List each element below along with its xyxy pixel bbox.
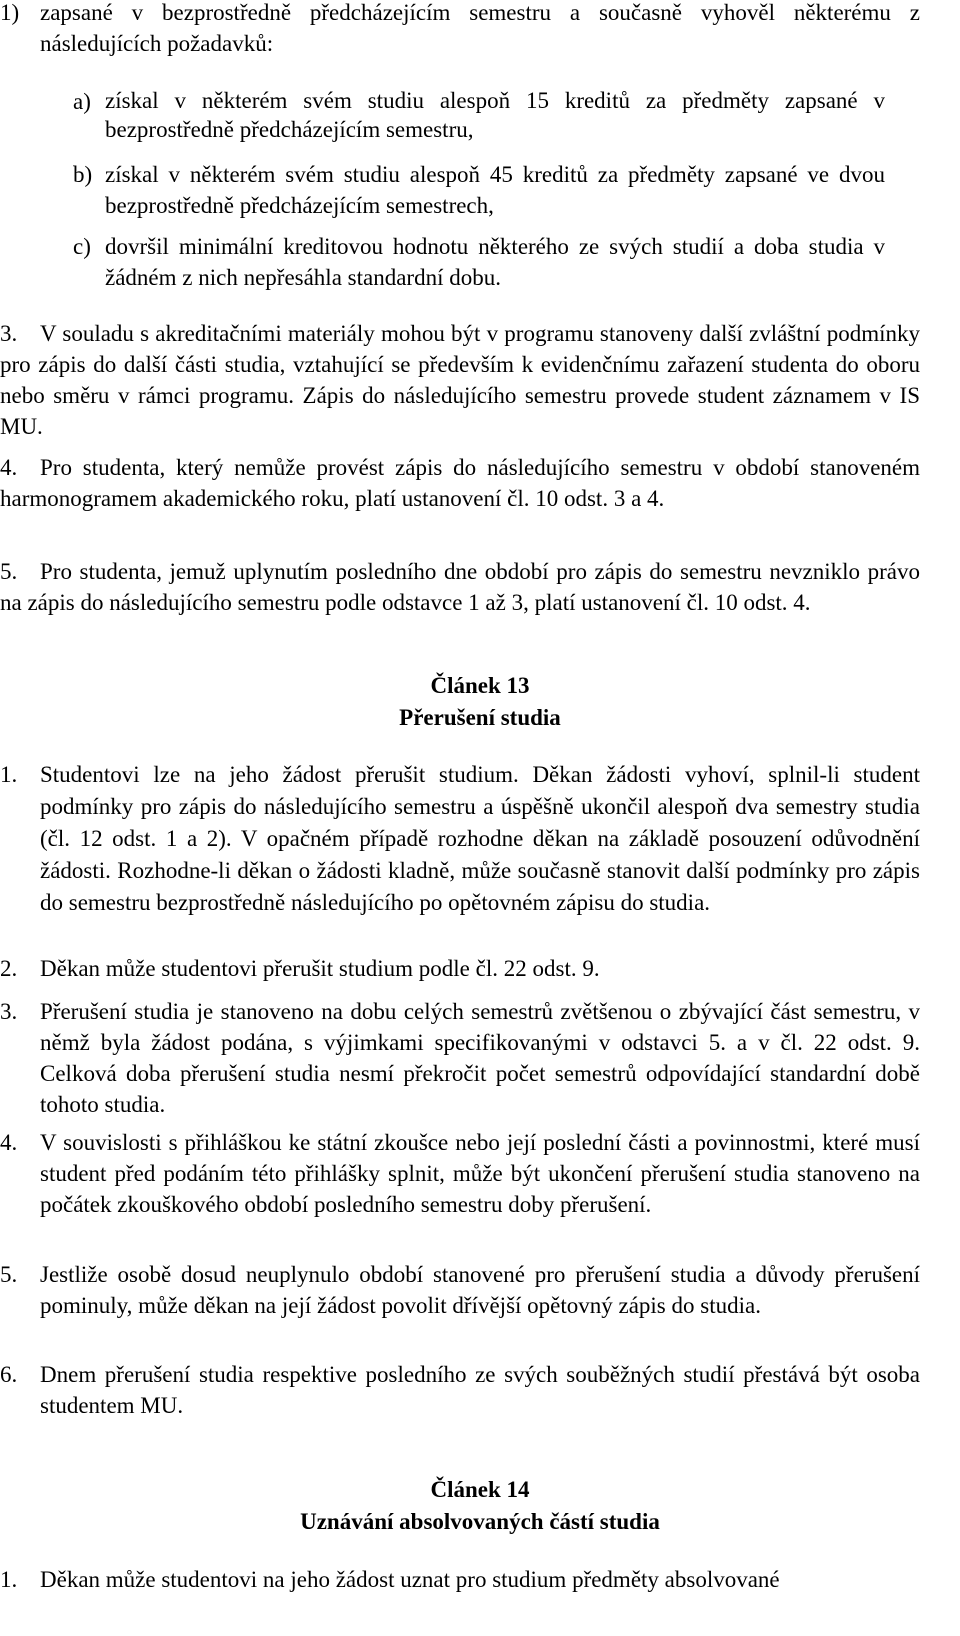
item-number: 4. xyxy=(0,455,18,480)
item-text: Studentovi lze na jeho žádost přerušit studium. Děkan žádosti vyhoví, splnil-li student podmínky pro zápis do následujícího semestru a úspěšně ukončil alespoň dva semestry studia (čl. 12 odst. 1 a 2). V opačném případě rozhodne děkan na základě posouzení odůvodnění žádosti. Rozhodne-li děkan o žádosti kladně, může současně stanovit další podmínky pro zápis do semestru bezprostředně následujícího po opětovném zápisu do studia. xyxy=(40,762,920,915)
article12-item-5 xyxy=(0,556,920,618)
intro-number: 1) xyxy=(0,0,20,25)
item-number: 4. xyxy=(0,1130,18,1155)
item-text: Děkan může studentovi přerušit studium podle čl. 22 odst. 9. xyxy=(40,956,600,981)
article14-title: Uznávání absolvovaných částí studia xyxy=(300,1509,660,1534)
item-text: Děkan může studentovi na jeho žádost uznat pro studium předměty absolvované xyxy=(40,1567,780,1592)
sub-item-text: získal v některém svém studiu alespoň 15 kreditů za předměty zapsané v bezprostředně předcházejícím semestru, xyxy=(105,88,885,142)
item-number: 1. xyxy=(0,762,18,787)
article13-item-5 xyxy=(0,1259,920,1321)
item-number: 3. xyxy=(0,999,18,1024)
article12-item-3 xyxy=(0,318,920,442)
article14-heading: Článek 14 xyxy=(430,1477,530,1502)
article12-item-4 xyxy=(0,452,920,514)
item-number: 3. xyxy=(0,321,18,346)
article14-item-1 xyxy=(0,1564,920,1595)
item-text: Přerušení studia je stanoveno na dobu celých semestrů zvětšenou o zbývající část semestru, v němž byla žádost podána, s výjimkami specifikovanými v odstavci 5. a v čl. 22 odst. 9. Celková doba přerušení studia nesmí překročit počet semestrů odpovídající standardní době tohoto studia. xyxy=(40,999,920,1117)
item-number: 6. xyxy=(0,1362,18,1387)
sub-item-text: získal v některém svém studiu alespoň 45 kreditů za předměty zapsané ve dvou bezprostředně předcházejícím semestrech, xyxy=(105,162,885,218)
item-number: 2. xyxy=(0,956,18,981)
sub-item-a xyxy=(73,86,885,144)
sub-item-c xyxy=(73,231,885,293)
article13-title: Přerušení studia xyxy=(399,705,561,730)
sub-item-label: b) xyxy=(73,162,93,187)
sub-item-b xyxy=(73,159,885,221)
item-number: 5. xyxy=(0,1262,18,1287)
intro-paragraph xyxy=(0,0,920,59)
article13-item-2 xyxy=(0,953,920,984)
item-text: Jestliže osobě dosud neuplynulo období stanovené pro přerušení studia a důvody přerušení pominuly, může děkan na její žádost povolit dřívější opětovný zápis do studia. xyxy=(40,1262,920,1318)
sub-item-label: c) xyxy=(73,234,91,259)
item-number: 1. xyxy=(0,1567,18,1592)
article13-item-6 xyxy=(0,1359,920,1421)
article13-heading: Článek 13 xyxy=(430,673,530,698)
item-text: Pro studenta, jemuž uplynutím posledního dne období pro zápis do semestru nevzniklo právo na zápis do následujícího semestru podle odstavce 1 až 3, platí ustanovení čl. 10 odst. 4. xyxy=(0,559,920,615)
item-text: V souladu s akreditačními materiály mohou být v programu stanoveny další zvláštní podmínky pro zápis do další části studia, vztahující se především k evidenčnímu zařazení studenta do oboru nebo směru v rámci programu. Zápis do následujícího semestru provede student záznamem v IS MU. xyxy=(0,321,920,439)
article13-item-1 xyxy=(0,759,920,919)
item-text: Pro studenta, který nemůže provést zápis do následujícího semestru v období stanoveném harmonogramem akademického roku, platí ustanovení čl. 10 odst. 3 a 4. xyxy=(0,455,920,511)
item-text: V souvislosti s přihláškou ke státní zkoušce nebo její poslední části a povinnostmi, které musí student před podáním této přihlášky splnit, může být ukončení přerušení studia stanoveno na počátek zkouškového období posledního semestru doby přerušení. xyxy=(40,1130,920,1217)
intro-text: zapsané v bezprostředně předcházejícím semestru a současně vyhověl některému z následujících požadavků: xyxy=(40,0,920,56)
article13-item-3 xyxy=(0,996,920,1120)
item-text: Dnem přerušení studia respektive posledního ze svých souběžných studií přestává být osoba studentem MU. xyxy=(40,1362,920,1418)
sub-item-text: dovršil minimální kreditovou hodnotu některého ze svých studií a doba studia v žádném z nich nepřesáhla standardní dobu. xyxy=(105,234,885,290)
sub-item-label: a) xyxy=(73,89,91,114)
article13-item-4 xyxy=(0,1127,920,1220)
item-number: 5. xyxy=(0,559,18,584)
